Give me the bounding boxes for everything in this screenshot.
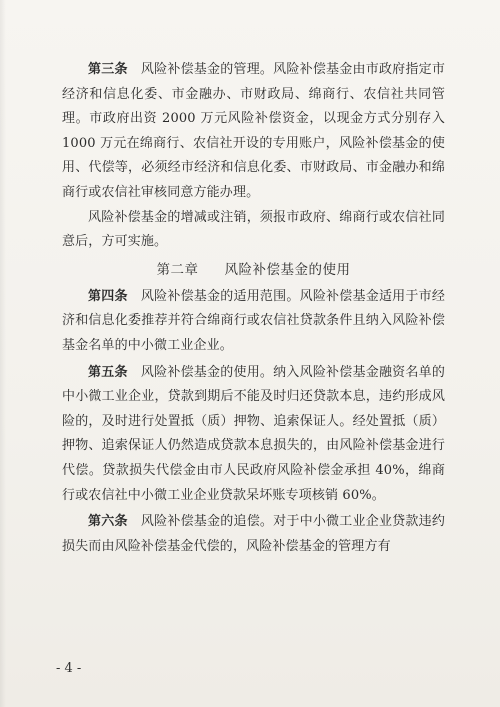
article-6-text: 风险补偿基金的追偿。对于中小微工业企业贷款违约损失而由风险补偿基金代偿的，风险补偿基金的管理方有 bbox=[62, 514, 446, 554]
article-6-paragraph bbox=[62, 510, 445, 559]
page-number: - 4 - bbox=[56, 661, 82, 676]
scan-shadow bbox=[0, 0, 6, 707]
article-5-paragraph bbox=[62, 361, 445, 509]
article-5-text: 风险补偿基金的使用。纳入风险补偿基金融资名单的中小微工业企业，贷款到期后不能及时归还贷款本息，违约形成风险的，及时进行处置抵（质）押物、追索保证人。经处置抵（质）押物、追索保证人仍然造成贷款本息损失的，由风险补偿基金进行代偿。贷款损失代偿金由市人民政府风险补偿金承担 40%，绵商行或农信社中小微工业企业贷款呆坏账专项核销 60%。 bbox=[62, 364, 446, 503]
document-body bbox=[62, 58, 445, 559]
article-4-text: 风险补偿基金的适用范围。风险补偿基金适用于市经济和信息化委推荐并符合绵商行或农信社贷款条件且纳入风险补偿基金名单的中小微工业企业。 bbox=[62, 288, 446, 353]
article-3-text: 风险补偿基金的管理。风险补偿基金由市政府指定市经济和信息化委、市金融办、市财政局、绵商行、农信社共同管理。市政府出资 2000 万元风险补偿资金，以现金方式分别存入 1000 万元在绵商行、农信社开设的专用账户，风险补偿基金的使用、代偿等，必须经市经济和信息化委、市财政局、市金融办和绵商行或农信社审核同意方能办理。 bbox=[62, 62, 446, 200]
fund-change-paragraph: 风险补偿基金的增减或注销，须报市政府、绵商行或农信社同意后，方可实施。 bbox=[62, 209, 445, 250]
chapter-2-title: 风险补偿基金的使用 bbox=[224, 261, 351, 278]
chapter-2-heading bbox=[62, 257, 445, 283]
article-4-paragraph bbox=[62, 285, 445, 359]
article-3-paragraph bbox=[62, 58, 445, 206]
article-6-heading: 第六条 bbox=[88, 514, 128, 530]
article-4-heading: 第四条 bbox=[88, 288, 128, 304]
chapter-2-number: 第二章 bbox=[156, 261, 199, 278]
article-3-heading: 第三条 bbox=[88, 62, 128, 77]
article-5-heading: 第五条 bbox=[88, 364, 128, 380]
